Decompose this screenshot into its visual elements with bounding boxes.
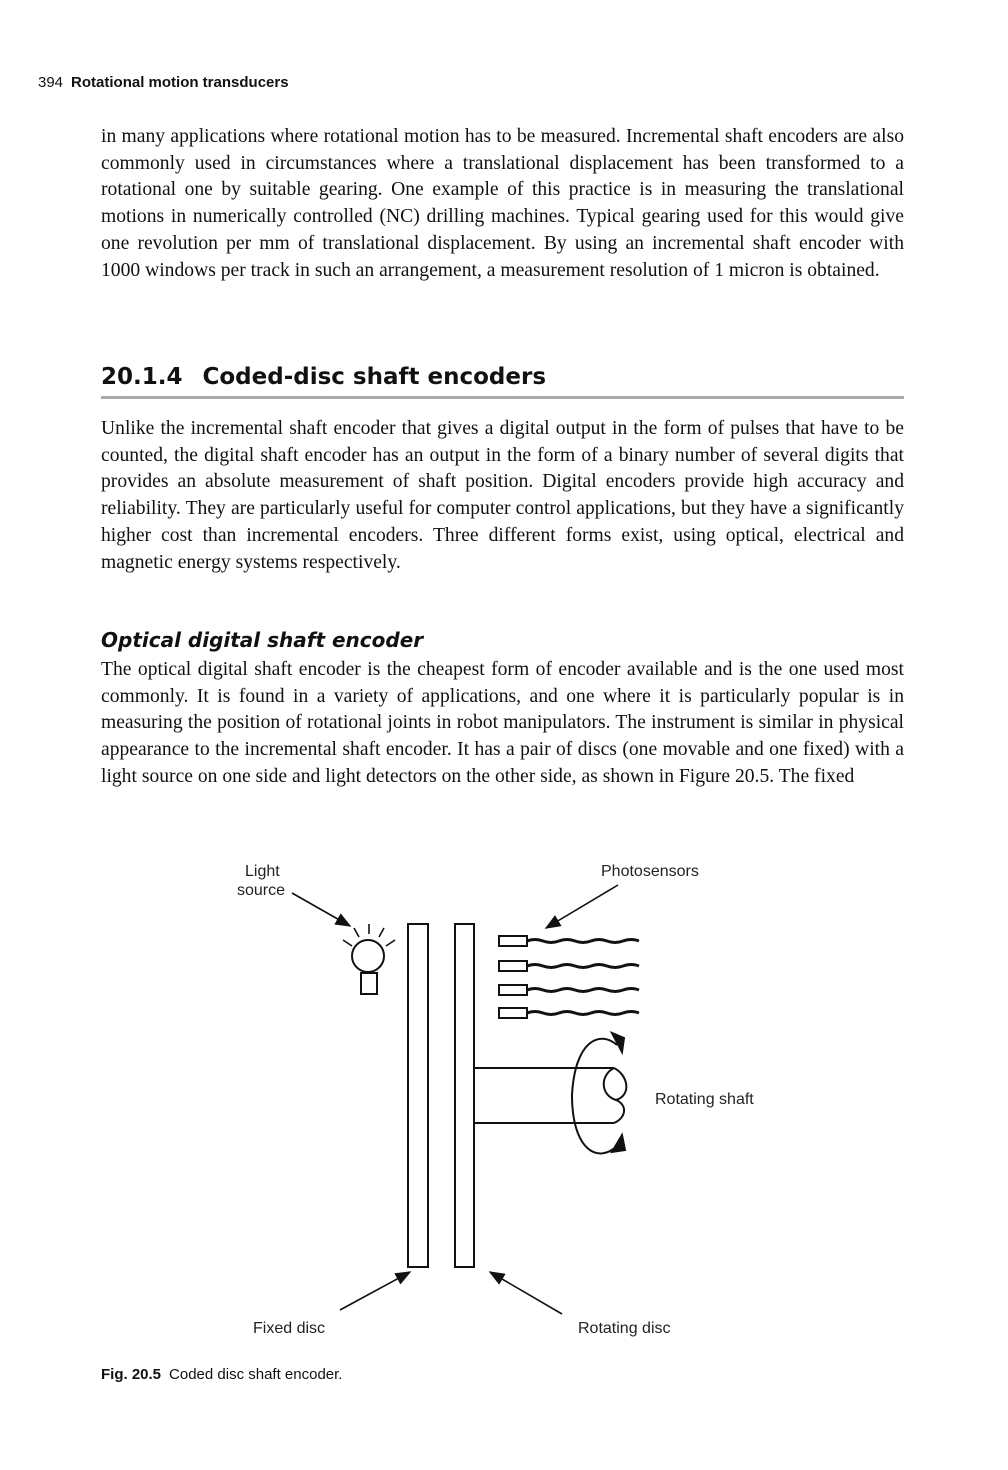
running-title: Rotational motion transducers <box>71 74 289 91</box>
figure-caption <box>101 1366 342 1383</box>
light-bulb-icon <box>343 924 395 994</box>
rotation-arrow-icon <box>572 1033 625 1153</box>
fixed-disc-arrow <box>340 1272 410 1310</box>
photosensor-array <box>499 936 639 1018</box>
paragraph-1: in many applications where rotational motion has to be measured. Incremental shaft encoders are also commonly used in circumstances where a translational displacement has been transformed to a rotational one by suitable gearing. One example of this practice is in measuring the translational motions in numerically controlled (NC) drilling machines. Typical gearing used for this would give one revolution per mm of translational displacement. By using an incremental shaft encoder with 1000 windows per track in such an arrangement, a measurement resolution of 1 micron is obtained. <box>101 126 904 281</box>
fixed-disc <box>408 924 428 1267</box>
paragraph-3: The optical digital shaft encoder is the cheapest form of encoder available and is the one used most commonly. It is found in a variety of applications, and one where it is particularly popular is in measuring the position of rotational joints in robot manipulators. The instrument is similar in physical appearance to the incremental shaft encoder. It has a pair of discs (one movable and one fixed) with a light source on one side and light detectors on the other side, as shown in Figure 20.5. The fixed <box>101 659 904 787</box>
rotating-disc-arrow <box>490 1272 562 1314</box>
label-rotating-shaft: Rotating shaft <box>655 1091 754 1108</box>
light-source-arrow <box>292 893 350 926</box>
label-source: source <box>237 882 286 899</box>
paragraph-2: Unlike the incremental shaft encoder that gives a digital output in the form of pulses that have to be counted, the digital shaft encoder has an output in the form of a binary number of several digits that provides an absolute measurement of shaft position. Digital encoders provide high accuracy and reliability. They are particularly useful for computer control applications, but they have a significantly higher cost than incremental encoders. Three different forms exist, using optical, electrical and magnetic energy systems respectively. <box>101 418 904 573</box>
label-light: Light <box>245 863 280 880</box>
label-rotating-disc: Rotating disc <box>578 1320 671 1337</box>
label-fixed-disc: Fixed disc <box>253 1320 326 1337</box>
section-title: Coded-disc shaft encoders <box>202 364 547 390</box>
photosensors-arrow <box>546 885 618 928</box>
label-photosensors: Photosensors <box>601 863 699 880</box>
rotating-shaft <box>474 1068 626 1123</box>
subsection-heading: Optical digital shaft encoder <box>101 628 424 652</box>
caption-label: Fig. 20.5 <box>101 1366 162 1383</box>
caption-text: Coded disc shaft encoder. <box>169 1366 343 1383</box>
section-number: 20.1.4 <box>101 364 183 390</box>
page-number: 394 <box>38 74 64 91</box>
rotating-disc <box>455 924 474 1267</box>
